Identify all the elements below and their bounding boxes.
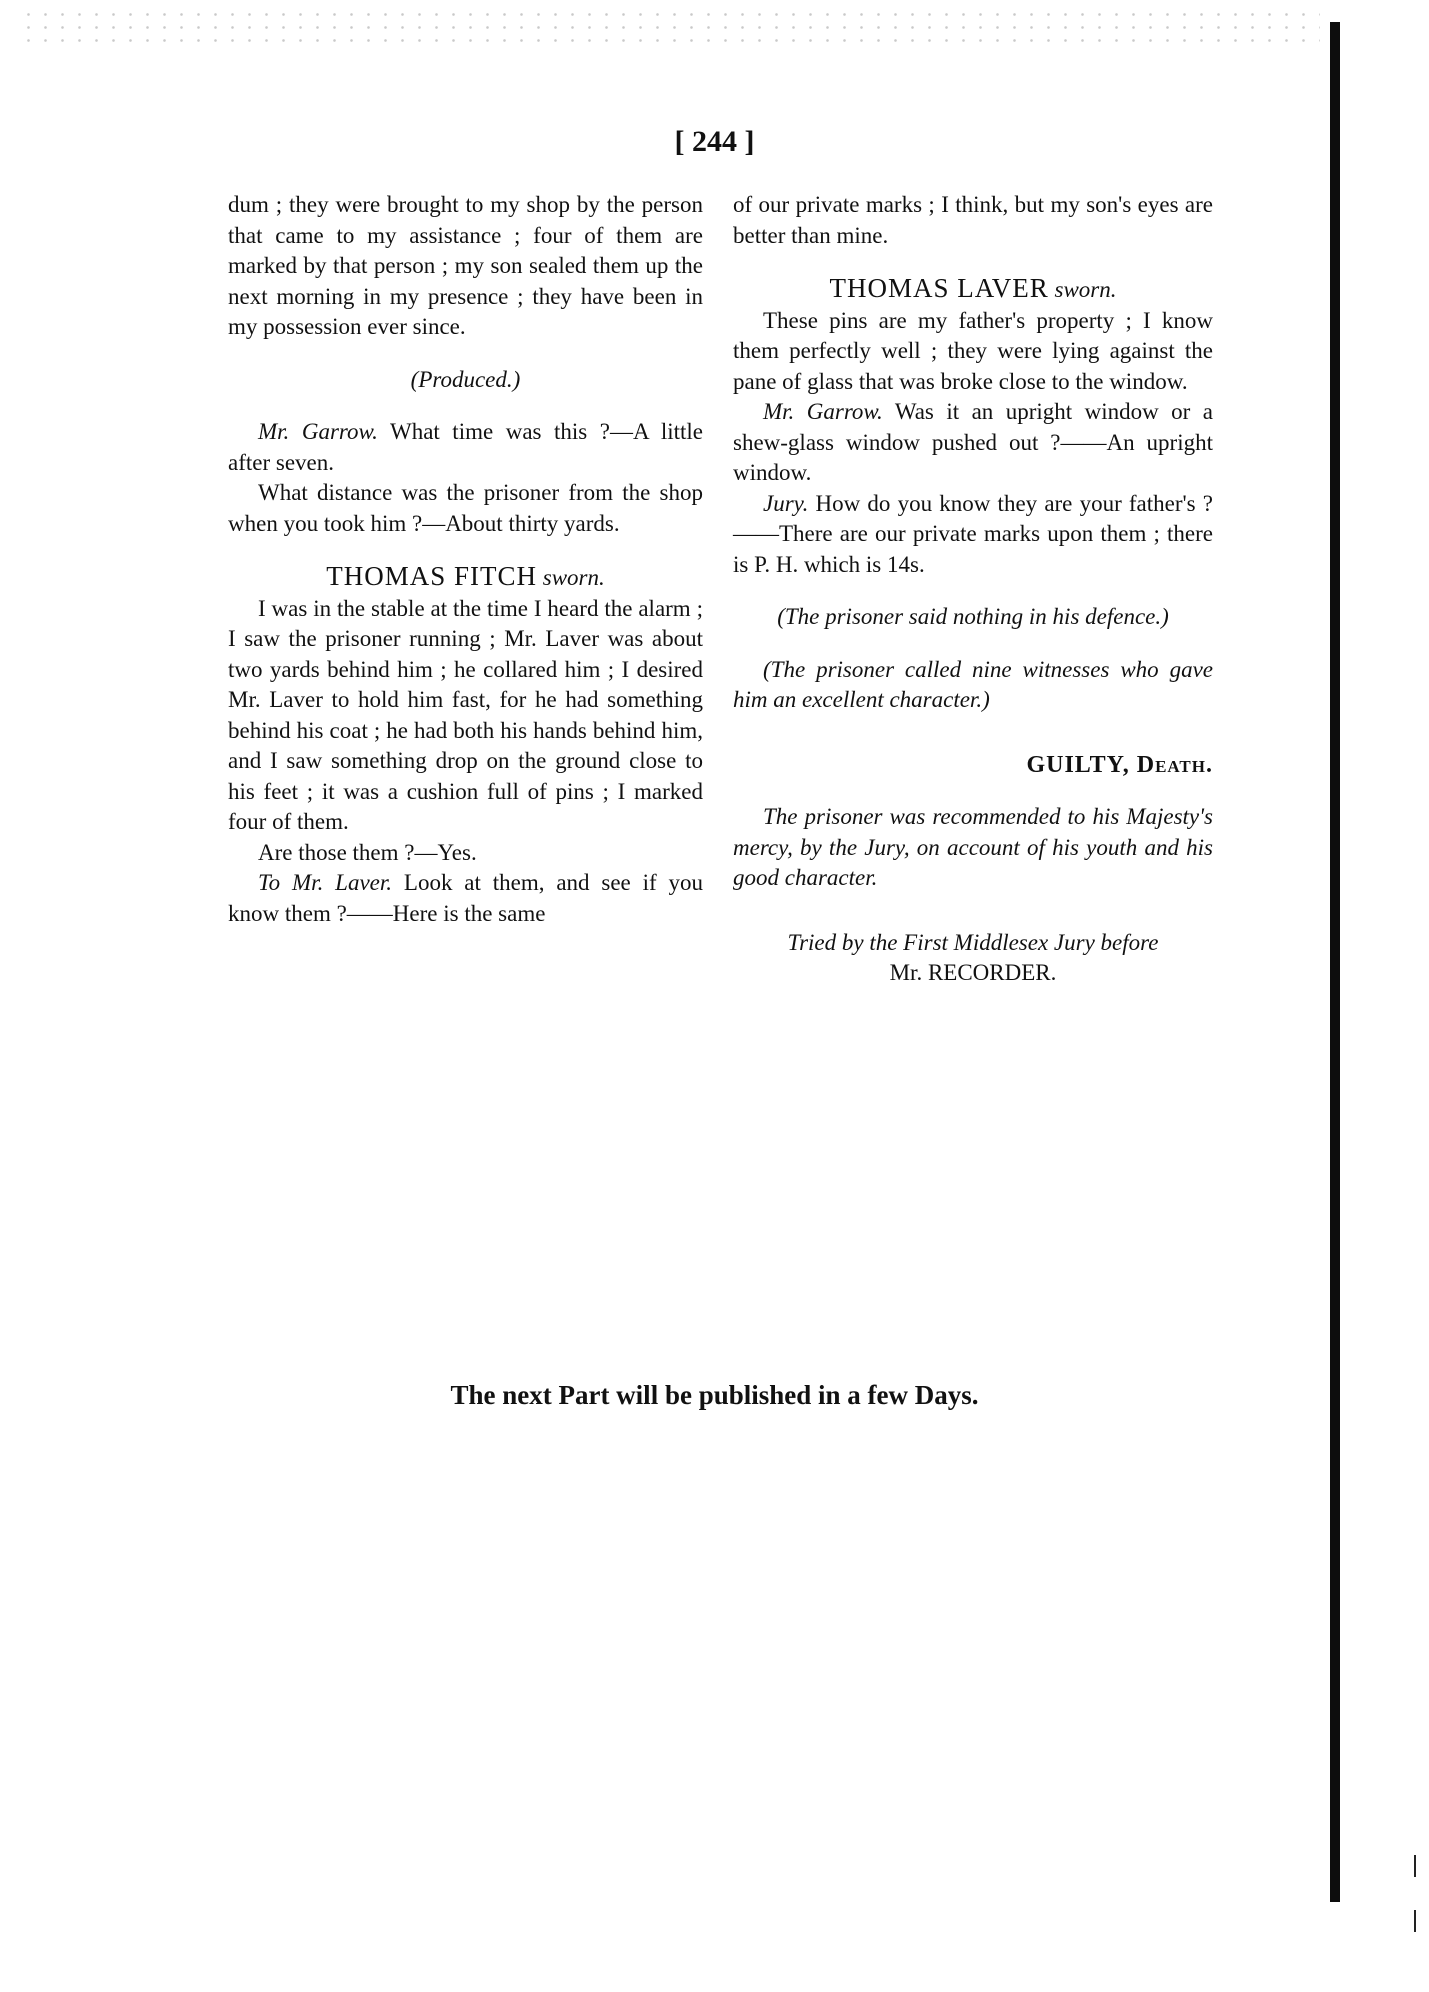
page-number: [ 244 ] [674,125,755,158]
recorder: Mr. RECORDER. [889,960,1057,985]
question-text: What time was this ?—A little after seven. [228,419,703,475]
margin-mark [1414,1855,1416,1877]
testimony: These pins are my father's property ; I know them perfectly well ; they were lying against the pane of glass that was broke close to the window. [733,307,1213,394]
question-text: Look at them, and see if you know them ?——Here is the same [228,870,704,926]
verdict: GUILTY, Death. [1026,751,1213,778]
witness-sworn: sworn. [542,565,605,590]
witness-name: THOMAS FITCH [326,561,538,591]
question [733,397,1213,489]
witness-name: THOMAS LAVER [829,273,1049,303]
paragraph: dum ; they were brought to my shop by the person that came to my assistance ; four of them are marked by that person ; my son sealed them up the next morning in my presence ; they have been in my possession ever since. [228,192,703,339]
witnesses-note: (The prisoner called nine witnesses who gave him an excellent character.) [733,656,1213,712]
scan-noise-top [20,8,1320,48]
speaker: Mr. Garrow. [258,419,378,444]
witness-heading [228,561,703,594]
question-text: Was it an upright window or a shew-glass window pushed out ?——An upright window. [733,399,1213,485]
recommendation: The prisoner was recommended to his Majesty's mercy, by the Jury, on account of his youth and his good character. [733,804,1213,890]
tried-by: Tried by the First Middlesex Jury before [787,929,1159,955]
question-text: How do you know they are your father's ?——There are our private marks upon them ; there is P. H. which is 14s. [733,490,1213,577]
paragraph: of our private marks ; I think, but my son's eyes are better than mine. [733,192,1213,248]
speaker: Mr. Garrow. [763,399,883,424]
question [733,489,1213,581]
speaker: To Mr. Laver. [258,870,393,895]
defence-note: (The prisoner said nothing in his defence.) [777,604,1169,629]
question: Are those them ?—Yes. [258,839,477,865]
witness-sworn: sworn. [1054,277,1117,302]
witness-heading [733,273,1213,306]
exhibit-note: (Produced.) [410,366,521,392]
question [228,868,703,929]
footer-notice: The next Part will be published in a few Days. [450,1380,979,1410]
page-binding-edge [1330,22,1340,1902]
left-column [228,190,703,929]
testimony: I was in the stable at the time I heard the alarm ; I saw the prisoner running ; Mr. Laver was about two yards behind him ; he collared him ; I desired Mr. Laver to hold him fast, for he had something behind his coat ; he had both his hands behind him, and I saw something drop on the ground close to his feet ; it was a cushion full of pins ; I marked four of them. [228,595,703,834]
speaker: Jury. [763,490,809,516]
margin-mark [1414,1910,1416,1932]
right-column [733,190,1213,989]
question [228,417,703,478]
question: What distance was the prisoner from the shop when you took him ?—About thirty yards. [228,480,703,536]
